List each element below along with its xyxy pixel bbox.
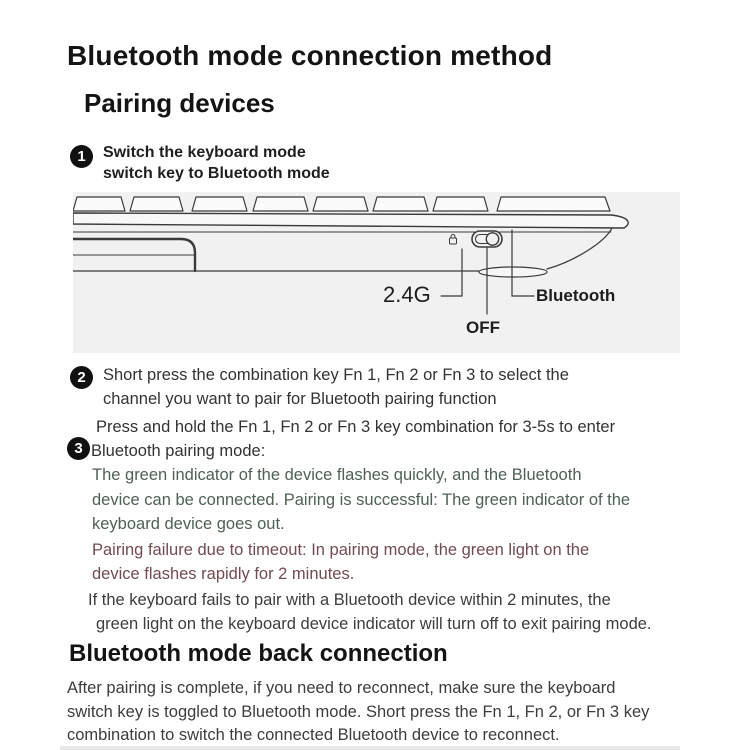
step-2-text <box>103 363 569 411</box>
step-2-badge: 2 <box>70 366 93 389</box>
step-3-line-2: Bluetooth pairing mode: <box>91 442 266 460</box>
note-pairing-success: The green indicator of the device flashes quickly, and the Bluetooth device can be connected. Pairing is successful: The green indicator of the keyboard device goes out. <box>92 466 631 533</box>
note-pairing-failure: Pairing failure due to timeout: In pairing mode, the green light on the device flashes rapidly for 2 minutes. <box>92 541 590 583</box>
mode-switch-icon <box>472 231 502 247</box>
keyboard-deck <box>73 213 628 228</box>
section-title-back-connection: Bluetooth mode back connection <box>69 640 448 667</box>
keycaps <box>73 197 610 211</box>
back-connection-text: After pairing is complete, if you need to reconnect, make sure the keyboard switch key is toggled to Bluetooth mode. Short press the Fn 1, Fn 2, or Fn 3 key combination to switch the connected Bluetooth device to reconnect. <box>67 679 650 744</box>
step-3-line-1: Press and hold the Fn 1, Fn 2 or Fn 3 key combination for 3-5s to enter <box>96 418 616 436</box>
note-pairing-timeout: If the keyboard fails to pair with a Bluetooth device within 2 minutes, the green light on the keyboard device indicator will turn off to exit pairing mode. <box>88 591 652 633</box>
label-bluetooth-mode: Bluetooth <box>536 286 616 305</box>
page-title: Bluetooth mode connection method <box>67 40 553 71</box>
step-1-line-1: Switch the keyboard mode <box>103 144 306 161</box>
rubber-foot <box>479 267 547 277</box>
section-title-pairing-devices: Pairing devices <box>84 88 275 118</box>
step-1-line-2: switch key to Bluetooth mode <box>103 165 330 182</box>
step-2-line-1: Short press the combination key Fn 1, Fn 2 or Fn 3 to select the <box>103 366 569 384</box>
next-image-edge <box>60 746 680 750</box>
label-off-mode: OFF <box>466 318 500 337</box>
step-1-badge: 1 <box>70 145 93 168</box>
keyboard-illustration <box>73 192 680 353</box>
step-3-badge: 3 <box>67 437 90 460</box>
step-1-text <box>103 142 330 184</box>
lock-icon <box>450 235 457 245</box>
keyboard-side-view-diagram <box>73 192 680 353</box>
label-2-4g-mode: 2.4G <box>383 282 431 307</box>
step-2-line-2: channel you want to pair for Bluetooth pairing function <box>103 390 497 408</box>
